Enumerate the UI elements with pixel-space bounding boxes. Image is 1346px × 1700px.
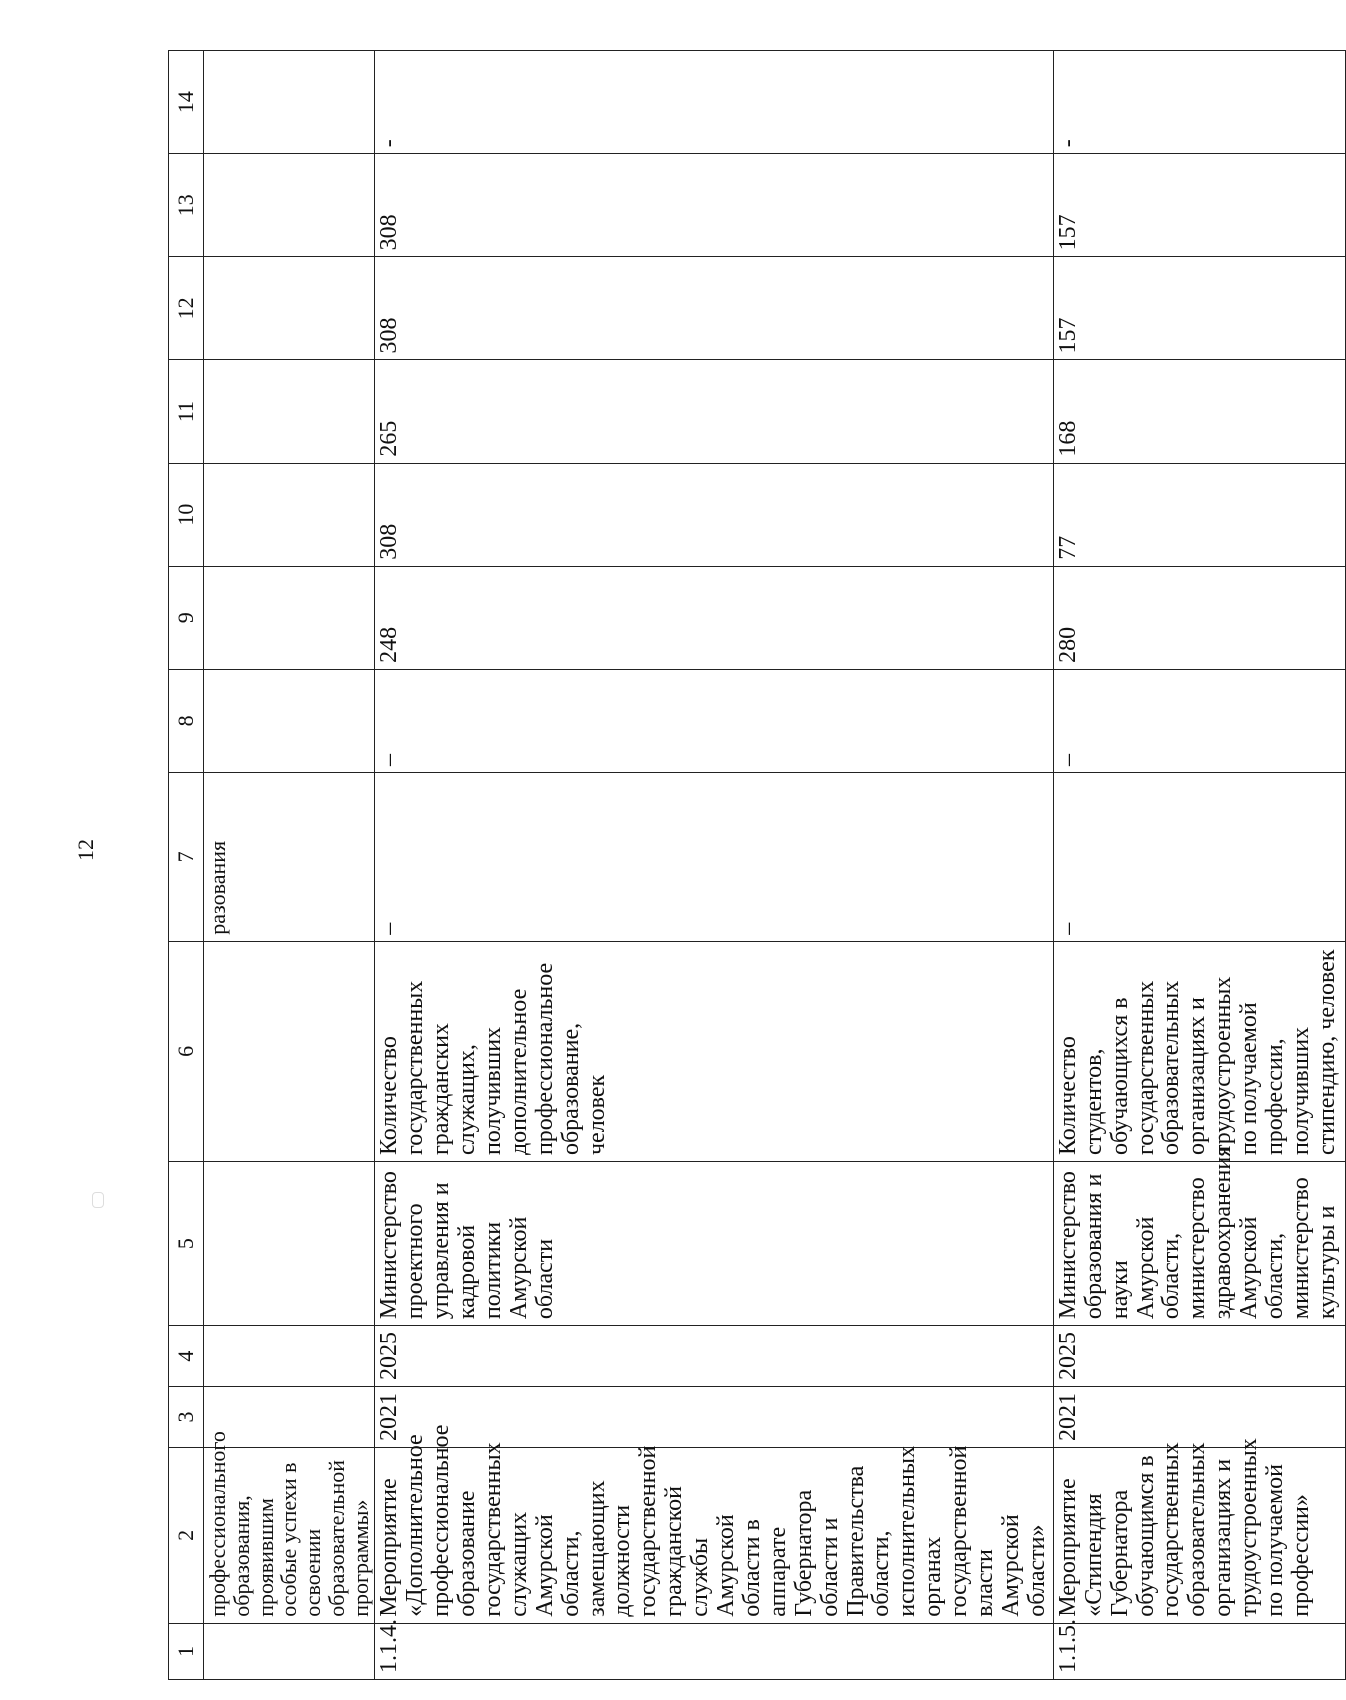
cell-col13: 157 — [1053, 154, 1345, 257]
cell-col13 — [204, 154, 375, 257]
header-cell: 3 — [169, 1387, 204, 1448]
header-row — [169, 51, 204, 1680]
cell-col7: – — [375, 772, 1054, 941]
header-cell: 10 — [169, 463, 204, 566]
cell-indicator: Количество государственных гражданских служащих, получивших дополнительное профессиональное образование, человек — [375, 941, 1054, 1161]
scan-speck — [92, 1192, 104, 1208]
header-cell: 1 — [169, 1623, 204, 1679]
cell-col11: 168 — [1053, 360, 1345, 463]
header-cell: 5 — [169, 1162, 204, 1326]
cell-executor: Министерство образования и науки Амурской области, министерство здравоохранения Амурской области, министерство культуры и — [1053, 1162, 1345, 1326]
cell-col14 — [204, 51, 375, 154]
cell-col9 — [204, 566, 375, 669]
cell-col13: 308 — [375, 154, 1054, 257]
header-cell: 12 — [169, 257, 204, 360]
table-row-1-1-4 — [375, 51, 1054, 1680]
cell-col8 — [204, 669, 375, 772]
table-row-continuation — [204, 51, 375, 1680]
cell-indicator — [204, 941, 375, 1161]
cell-col10: 308 — [375, 463, 1054, 566]
header-cell: 9 — [169, 566, 204, 669]
header-cell: 14 — [169, 51, 204, 154]
cell-col11: 265 — [375, 360, 1054, 463]
page-number: 12 — [73, 839, 98, 861]
cell-col8: – — [1053, 669, 1345, 772]
header-cell: 2 — [169, 1447, 204, 1623]
cell-activity: Мероприятие «Стипендия Губернатора обучающимся в государственных образовательных организациях и трудоустроенных по получаемой профессии» — [1053, 1447, 1345, 1623]
table-row-1-1-5 — [1053, 51, 1345, 1680]
cell-end-year: 2025 — [1053, 1326, 1345, 1387]
cell-indicator: Количество студентов, обучающихся в государственных образовательных организациях и трудоустроенных по получаемой профессии, получивших стипендию, человек — [1053, 941, 1345, 1161]
cell-number: 1.1.4. — [375, 1623, 1054, 1679]
cell-col10 — [204, 463, 375, 566]
program-activities-table — [168, 50, 1346, 1680]
cell-col14: - — [375, 51, 1054, 154]
cell-col14: - — [1053, 51, 1345, 154]
cell-col7: – — [1053, 772, 1345, 941]
cell-activity: Мероприятие «Дополнительное профессиональное образование государственных служащих Амурской области, замещающих должности государственной гражданской службы Амурской области в аппарате Губернатора области и Правительства области, исполнительных органах государственной власти Амурской области» — [375, 1447, 1054, 1623]
header-cell: 7 — [169, 772, 204, 941]
header-cell: 4 — [169, 1326, 204, 1387]
cell-col9: 280 — [1053, 566, 1345, 669]
cell-end-year — [204, 1326, 375, 1387]
cell-start-year: 2021 — [375, 1387, 1054, 1448]
cell-end-year: 2025 — [375, 1326, 1054, 1387]
header-cell: 8 — [169, 669, 204, 772]
cell-activity: профессионального образования, проявившим особые успехи в освоении образовательной программы» — [204, 1447, 375, 1623]
cell-col12: 157 — [1053, 257, 1345, 360]
cell-number: 1.1.5. — [1053, 1623, 1345, 1679]
header-cell: 6 — [169, 941, 204, 1161]
cell-col7: разования — [204, 772, 375, 941]
cell-col8: – — [375, 669, 1054, 772]
cell-col12 — [204, 257, 375, 360]
rotated-table-frame — [168, 50, 1340, 1680]
cell-executor: Министерство проектного управления и кадровой политики Амурской области — [375, 1162, 1054, 1326]
cell-col12: 308 — [375, 257, 1054, 360]
header-cell: 11 — [169, 360, 204, 463]
cell-executor — [204, 1162, 375, 1326]
cell-col10: 77 — [1053, 463, 1345, 566]
cell-start-year: 2021 — [1053, 1387, 1345, 1448]
cell-col9: 248 — [375, 566, 1054, 669]
header-cell: 13 — [169, 154, 204, 257]
cell-number — [204, 1623, 375, 1679]
cell-col11 — [204, 360, 375, 463]
